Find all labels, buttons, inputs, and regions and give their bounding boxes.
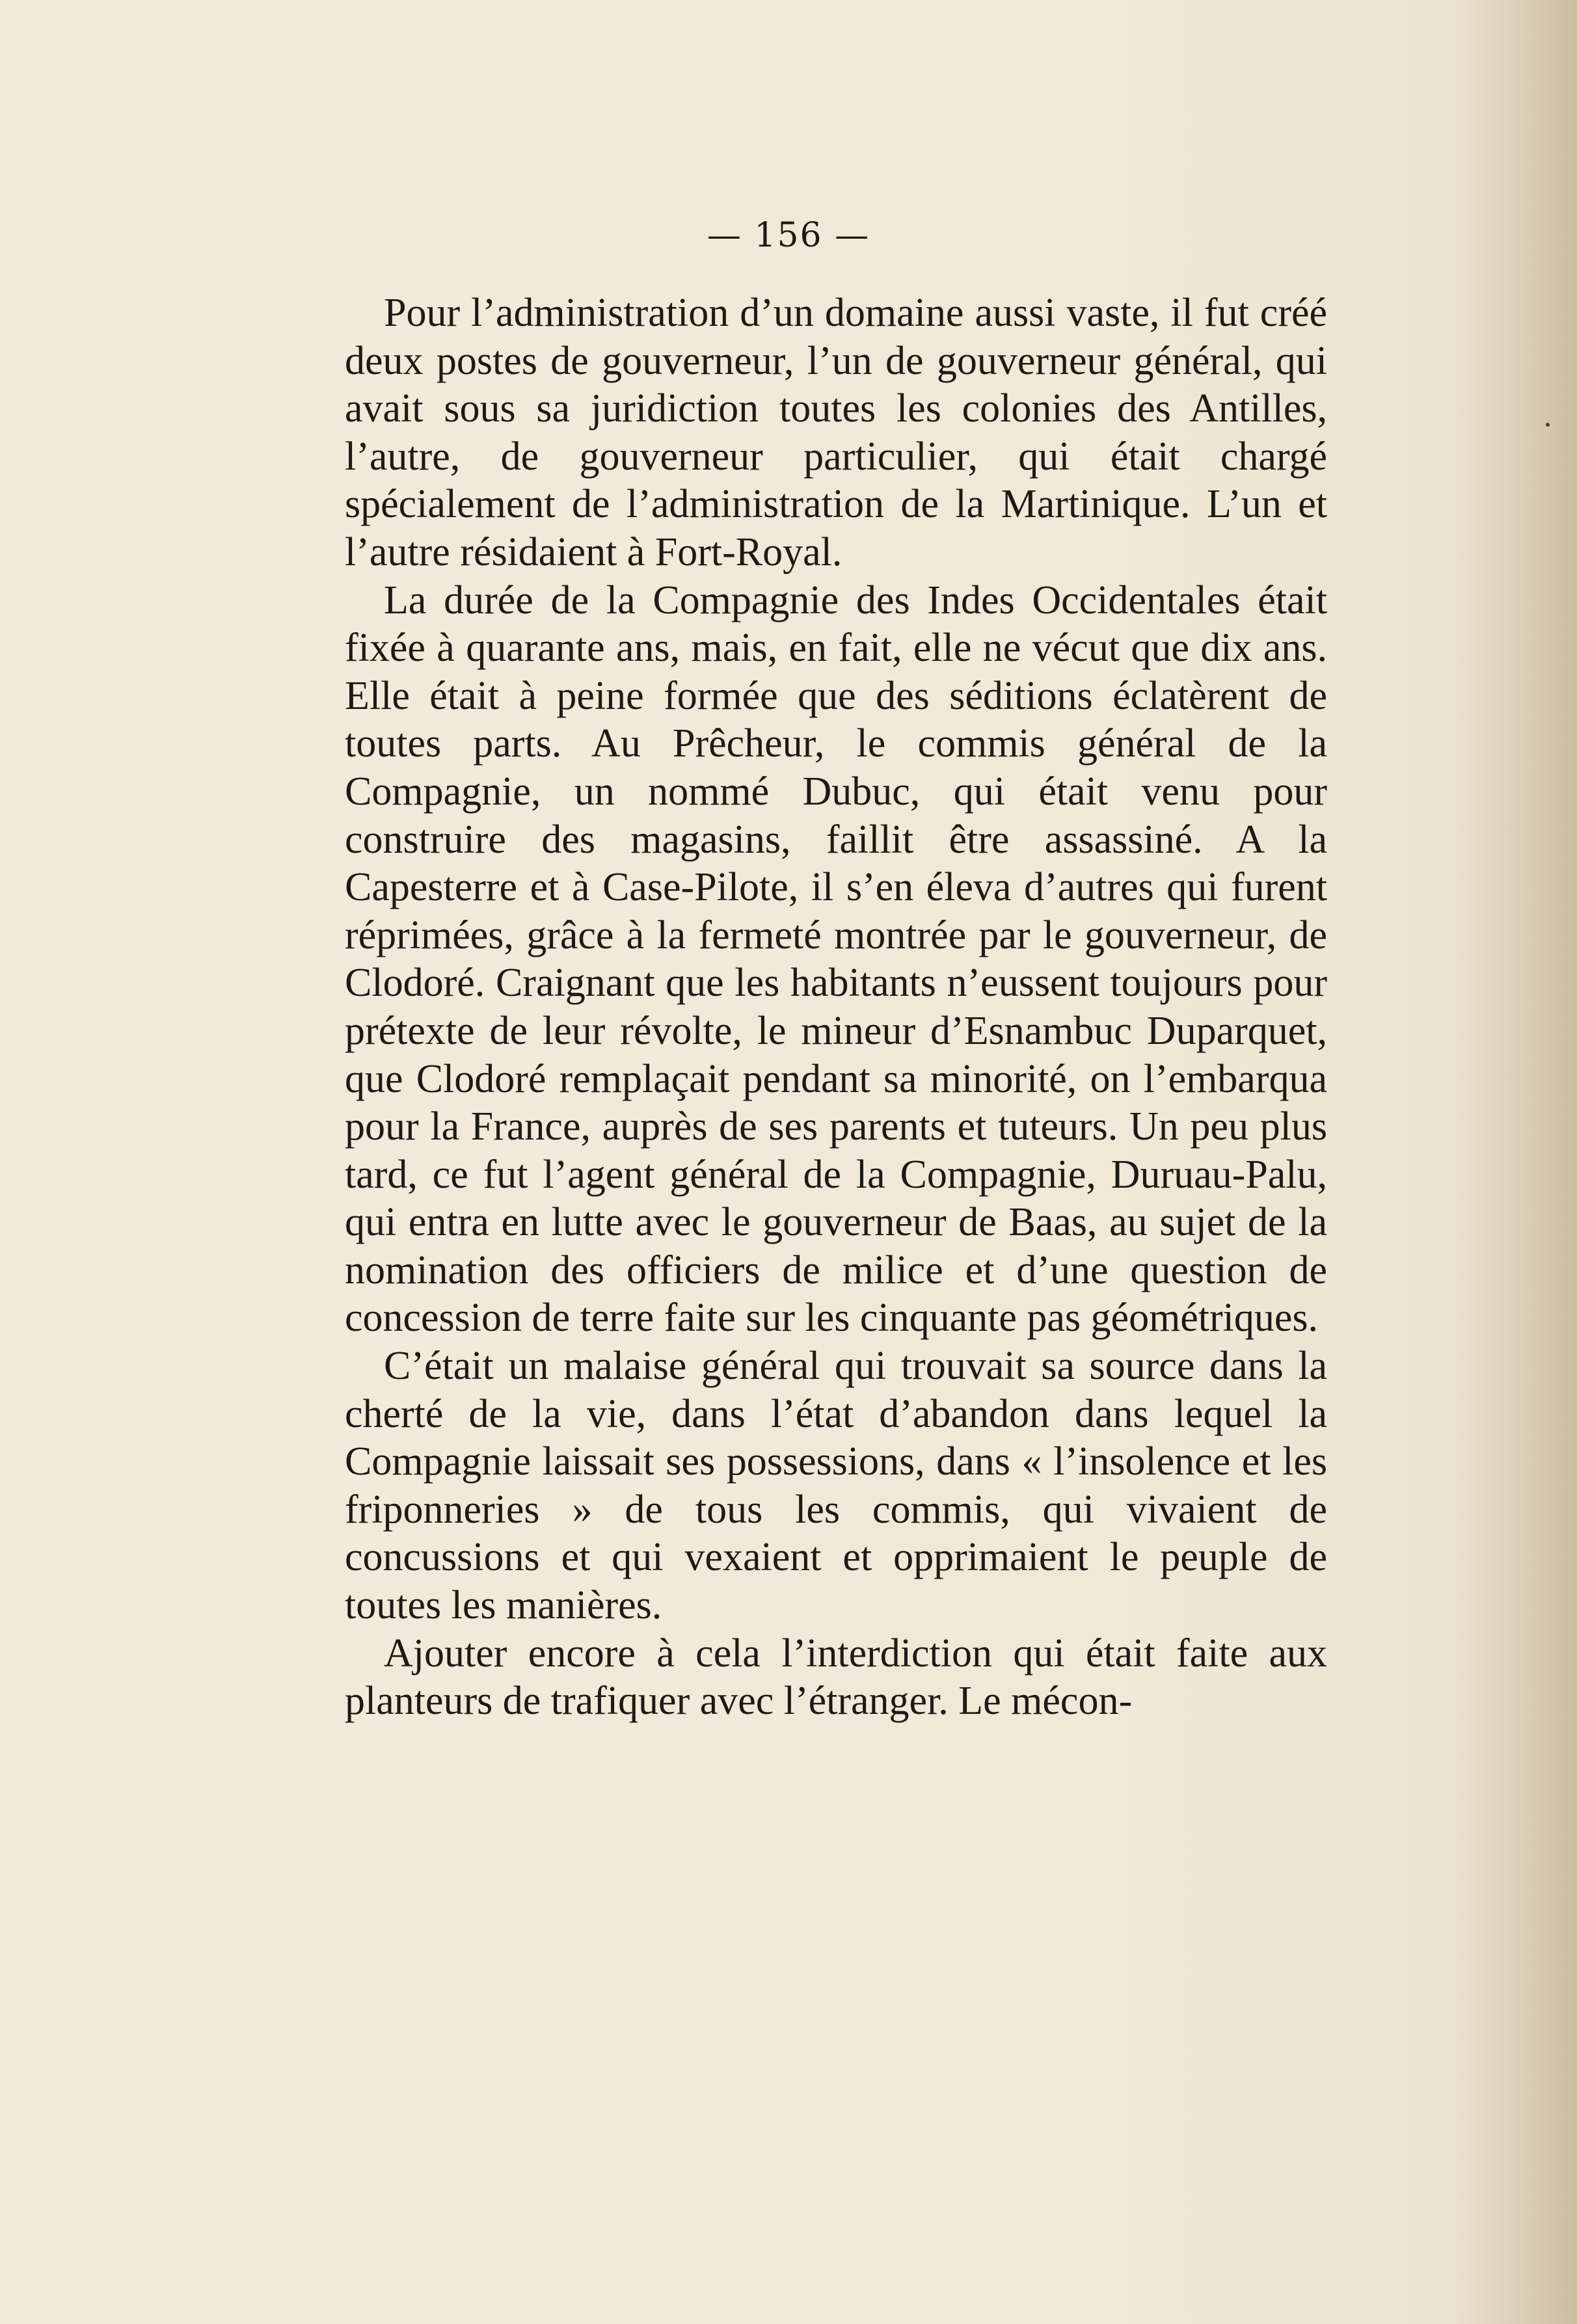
paragraph-3: C’était un malaise général qui trouvait sa source dans la cherté de la vie, dans l’état d’abandon dans lequel la Compagnie laissait ses possessions, dans « l’insolence et les friponneries » de tous les commis, qui vivaient de concussions et qui vexaient et opprimaient le peuple de toutes les manières. bbox=[345, 1344, 1327, 1628]
paragraph-4: Ajouter encore à cela l’interdiction qui était faite aux planteurs de trafiquer avec l’étranger. Le mécon- bbox=[345, 1631, 1327, 1724]
paragraph-1: Pour l’administration d’un domaine aussi vaste, il fut créé deux postes de gouverneur, l’un de gouverneur général, qui avait sous sa juridiction toutes les colonies des Antilles, l’autre, de gouverneur particulier, qui était chargé spécialement de l’administration de la Martinique. L’un et l’autre résidaient à Fort-Royal. bbox=[345, 291, 1327, 574]
scan-speck bbox=[1546, 423, 1550, 427]
body-text bbox=[345, 289, 1327, 1726]
page-number: — 156 — bbox=[707, 216, 870, 255]
paragraph-2: La durée de la Compagnie des Indes Occidentales était fixée à quarante ans, mais, en fait, elle ne vécut que dix ans. Elle était à peine formée que des séditions éclatèrent de toutes parts. Au Prêcheur, le commis général de la Compagnie, un nommé Dubuc, qui était venu pour construire des magasins, faillit être assassiné. A la Capesterre et à Case-Pilote, il s’en éleva d’autres qui furent réprimées, grâce à la fermeté montrée par le gouverneur, de Clodoré. Craignant que les habitants n’eussent toujours pour prétexte de leur révolte, le mineur d’Esnambuc Duparquet, que Clodoré remplaçait pendant sa minorité, on l’embarqua pour la France, auprès de ses parents et tuteurs. Un peu plus tard, ce fut l’agent général de la Compagnie, Duruau-Palu, qui entra en lutte avec le gouverneur de Baas, au sujet de la nomination des officiers de milice et d’une question de concession de terre faite sur les cinquante pas géométriques. bbox=[345, 578, 1327, 1341]
